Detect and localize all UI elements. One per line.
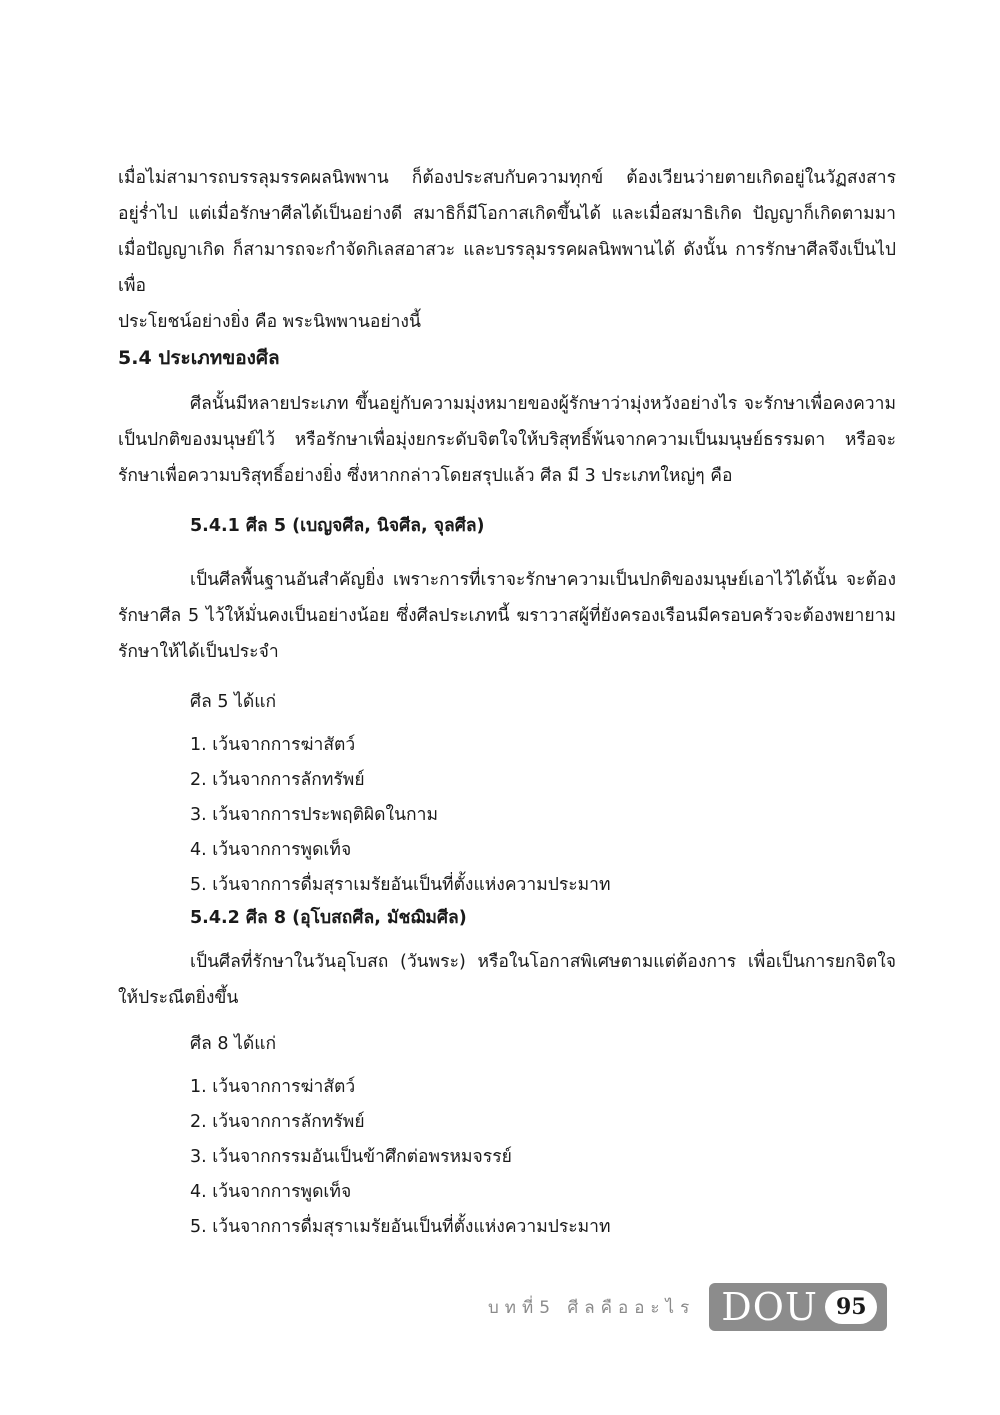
precepts-list [118, 728, 896, 903]
list-item: 5. เว้นจากการดื่มสุราเมรัยอันเป็นที่ตั้งแห่งความประมาท [190, 1217, 611, 1237]
list-item: 4. เว้นจากการพูดเท็จ [190, 1182, 352, 1202]
section-title: 5.4 ประเภทของศีล [118, 347, 280, 369]
list-item: 2. เว้นจากการลักทรัพย์ [190, 770, 365, 790]
subsection-paragraph: เป็นศีลพื้นฐานอันสำคัญยิ่ง เพราะการที่เราจะรักษาความเป็นปกติของมนุษย์เอาไว้ได้นั้น จะต้องรักษาศีล 5 ไว้ให้มั่นคงเป็นอย่างน้อย ซึ่งศีลประเภทนี้ ฆราวาสผู้ที่ยังครองเรือนมีครอบครัวจะต้องพยายามรักษาให้ได้เป็นประจำ [118, 570, 896, 662]
intro-line: เมื่อไม่สามารถบรรลุมรรคผลนิพพาน ก็ต้องประสบกับความทุกข์ ต้องเวียนว่ายตายเกิดอยู่ในวัฏสงสาร [118, 168, 896, 188]
list-item: 4. เว้นจากการพูดเท็จ [190, 840, 352, 860]
subsection-5-4-1 [118, 508, 896, 903]
intro-line: อยู่ร่ำไป แต่เมื่อรักษาศีลได้เป็นอย่างดี สมาธิก็มีโอกาสเกิดขึ้นได้ และเมื่อสมาธิเกิด ปัญญาก็เกิดตามมา [118, 204, 896, 224]
list-item: 3. เว้นจากการประพฤติผิดในกาม [190, 805, 439, 825]
intro-line: ประโยชน์อย่างยิ่ง คือ พระนิพพานอย่างนี้ [118, 312, 421, 332]
subsection-title: 5.4.1 ศีล 5 (เบญจศีล, นิจศีล, จุลศีล) [190, 516, 485, 536]
subsection-title: 5.4.2 ศีล 8 (อุโบสถศีล, มัชฌิมศีล) [190, 908, 467, 928]
dou-logo-text: DOU [721, 1285, 818, 1329]
section-paragraph: ศีลนั้นมีหลายประเภท ขึ้นอยู่กับความมุ่งหมายของผู้รักษาว่ามุ่งหวังอย่างไร จะรักษาเพื่อคงความเป็นปกติของมนุษย์ไว้ หรือรักษาเพื่อมุ่งยกระดับจิตใจให้บริสุทธิ์พ้นจากความเป็นมนุษย์ธรรมดา หรือจะรักษาเพื่อความบริสุทธิ์อย่างยิ่ง ซึ่งหากกล่าวโดยสรุปแล้ว ศีล มี 3 ประเภทใหญ่ๆ คือ [118, 394, 896, 486]
intro-paragraph [118, 160, 896, 340]
list-item: 3. เว้นจากกรรมอันเป็นข้าศึกต่อพรหมจรรย์ [190, 1147, 512, 1167]
list-intro: ศีล 8 ได้แก่ [190, 1034, 277, 1054]
section-5-4 [118, 340, 896, 494]
intro-line: เมื่อปัญญาเกิด ก็สามารถจะกำจัดกิเลสอาสวะ และบรรลุมรรคผลนิพพานได้ ดังนั้น การรักษาศีลจึงเป็นไปเพื่อ [118, 240, 896, 296]
subsection-paragraph: เป็นศีลที่รักษาในวันอุโบสถ (วันพระ) หรือในโอกาสพิเศษตามแต่ต้องการ เพื่อเป็นการยกจิตใจให้ประณีตยิ่งขึ้น [118, 952, 896, 1008]
page-footer [488, 1283, 887, 1331]
list-item: 1. เว้นจากการฆ่าสัตว์ [190, 735, 356, 755]
page-number: 95 [825, 1290, 877, 1324]
footer-chapter-title: บทที่5 ศีลคืออะไร [488, 1297, 696, 1318]
precepts-list [118, 1070, 896, 1245]
list-item: 1. เว้นจากการฆ่าสัตว์ [190, 1077, 356, 1097]
list-intro: ศีล 5 ได้แก่ [190, 692, 277, 712]
list-item: 5. เว้นจากการดื่มสุราเมรัยอันเป็นที่ตั้งแห่งความประมาท [190, 875, 611, 895]
dou-badge [709, 1283, 887, 1331]
subsection-5-4-2 [118, 900, 896, 1245]
list-item: 2. เว้นจากการลักทรัพย์ [190, 1112, 365, 1132]
